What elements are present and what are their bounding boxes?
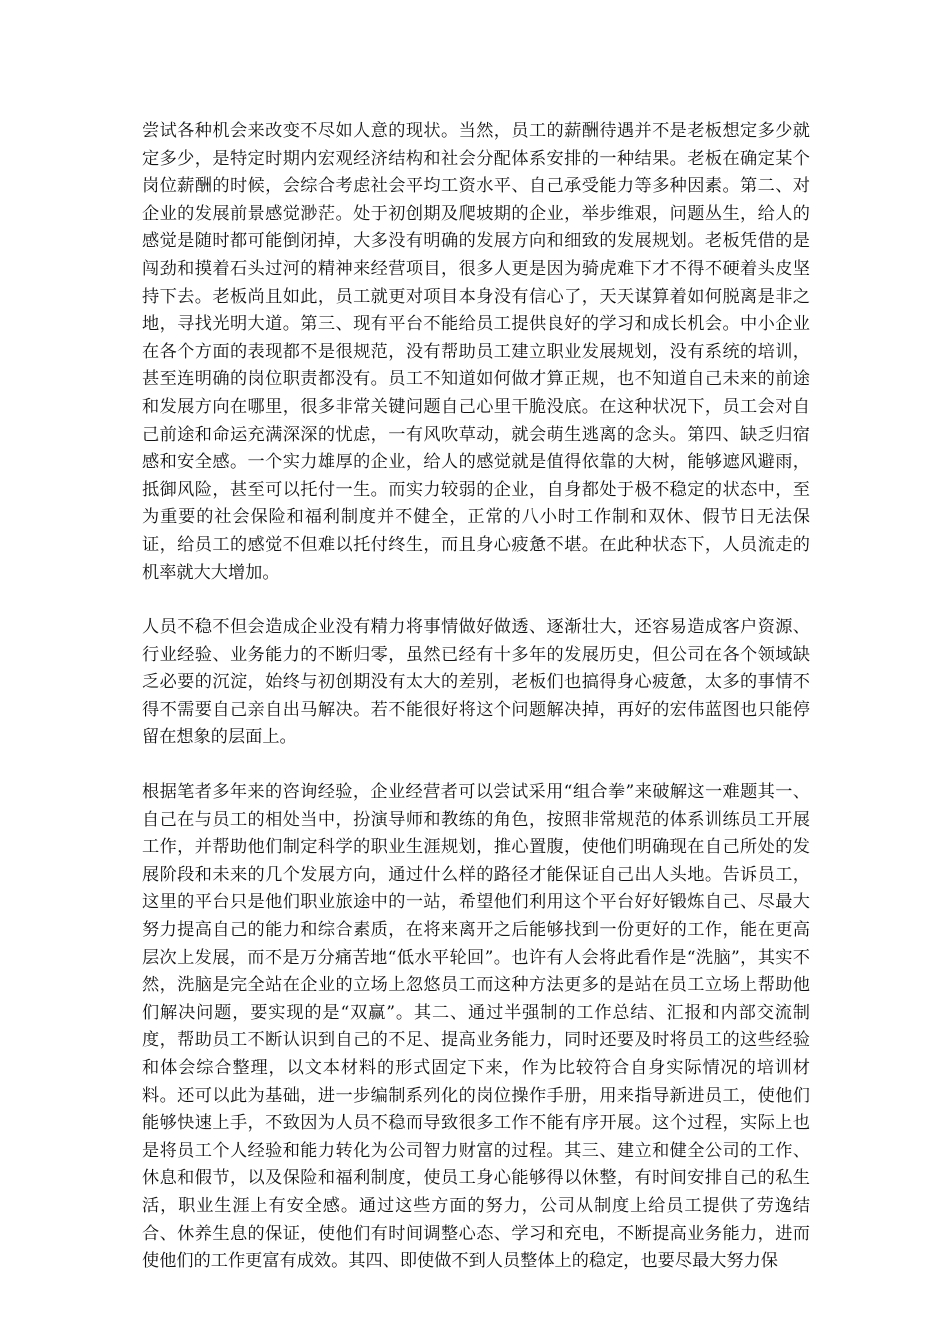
paragraph-1: 尝试各种机会来改变不尽如人意的现状。当然，员工的薪酬待遇并不是老板想定多少就定多少，是特定时期内宏观经济结构和社会分配体系安排的一种结果。老板在确定某个岗位薪酬的时候，会综合考虑社会平均工资水平、自己承受能力等多种因素。第二、对企业的发展前景感觉渺茫。处于初创期及爬坡期的企业，举步维艰，问题丛生，给人的感觉是随时都可能倒闭掉，大多没有明确的发展方向和细致的发展规划。老板凭借的是闯劲和摸着石头过河的精神来经营项目，很多人更是因为骑虎难下才不得不硬着头皮坚持下去。老板尚且如此，员工就更对项目本身没有信心了，天天谋算着如何脱离是非之地，寻找光明大道。第三、现有平台不能给员工提供良好的学习和成长机会。中小企业在各个方面的表现都不是很规范，没有帮助员工建立职业发展规划，没有系统的培训，甚至连明确的岗位职责都没有。员工不知道如何做才算正规，也不知道自己未来的前途和发展方向在哪里，很多非常关键问题自己心里干脆没底。在这种状况下，员工会对自己前途和命运充满深深的忧虑，一有风吹草动，就会萌生逃离的念头。第四、缺乏归宿感和安全感。一个实力雄厚的企业，给人的感觉就是值得依靠的大树，能够遮风避雨，抵御风险，甚至可以托付一生。而实力较弱的企业，自身都处于极不稳定的状态中，至为重要的社会保险和福利制度并不健全，正常的八小时工作制和双休、假节日无法保证，给员工的感觉不但难以托付终生，而且身心疲惫不堪。在此种状态下，人员流走的机率就大大增加。 bbox=[142, 121, 810, 583]
paragraph-2: 人员不稳不但会造成企业没有精力将事情做好做透、逐渐壮大，还容易造成客户资源、行业经验、业务能力的不断归零，虽然已经有十多年的发展历史，但公司在各个领域缺乏必要的沉淀，始终与初创期没有太大的差别，老板们也搞得身心疲惫，太多的事情不得不需要自己亲自出马解决。若不能很好将这个问题解决掉，再好的宏伟蓝图也只能停留在想象的层面上。 bbox=[142, 617, 810, 748]
paragraph-3: 根据笔者多年来的咨询经验，企业经营者可以尝试采用“组合拳”来破解这一难题其一、自己在与员工的相处当中，扮演导师和教练的角色，按照非常规范的体系训练员工开展工作，并帮助他们制定科学的职业生涯规划，推心置腹，使他们明确现在自己所处的发展阶段和未来的几个发展方向，通过什么样的路径才能保证自己出人头地。告诉员工，这里的平台只是他们职业旅途中的一站，希望他们利用这个平台好好锻炼自己、尽最大努力提高自己的能力和综合素质，在将来离开之后能够找到一份更好的工作，能在更高层次上发展，而不是万分痛苦地“低水平轮回”。也许有人会将此看作是“洗脑”，其实不然，洗脑是完全站在企业的立场上忽悠员工而这种方法更多的是站在员工立场上帮助他们解决问题，要实现的是“双赢”。其二、通过半强制的工作总结、汇报和内部交流制度，帮助员工不断认识到自己的不足、提高业务能力，同时还要及时将员工的这些经验和体会综合整理，以文本材料的形式固定下来，作为比较符合自身实际情况的培训材料。还可以此为基础，进一步编制系列化的岗位操作手册，用来指导新进员工，使他们能够快速上手，不致因为人员不稳而导致很多工作不能有序开展。这个过程，实际上也是将员工个人经验和能力转化为公司智力财富的过程。其三、建立和健全公司的工作、休息和假节，以及保险和福利制度，使员工身心能够得以休整，有时间安排自己的私生活，职业生涯上有安全感。通过这些方面的努力，公司从制度上给员工提供了劳逸结合、休养生息的保证，使他们有时间调整心态、学习和充电，不断提高业务能力，进而使他们的工作更富有成效。其四、即使做不到人员整体上的稳定，也要尽最大努力保 bbox=[142, 782, 810, 1272]
document-body bbox=[142, 118, 810, 1276]
